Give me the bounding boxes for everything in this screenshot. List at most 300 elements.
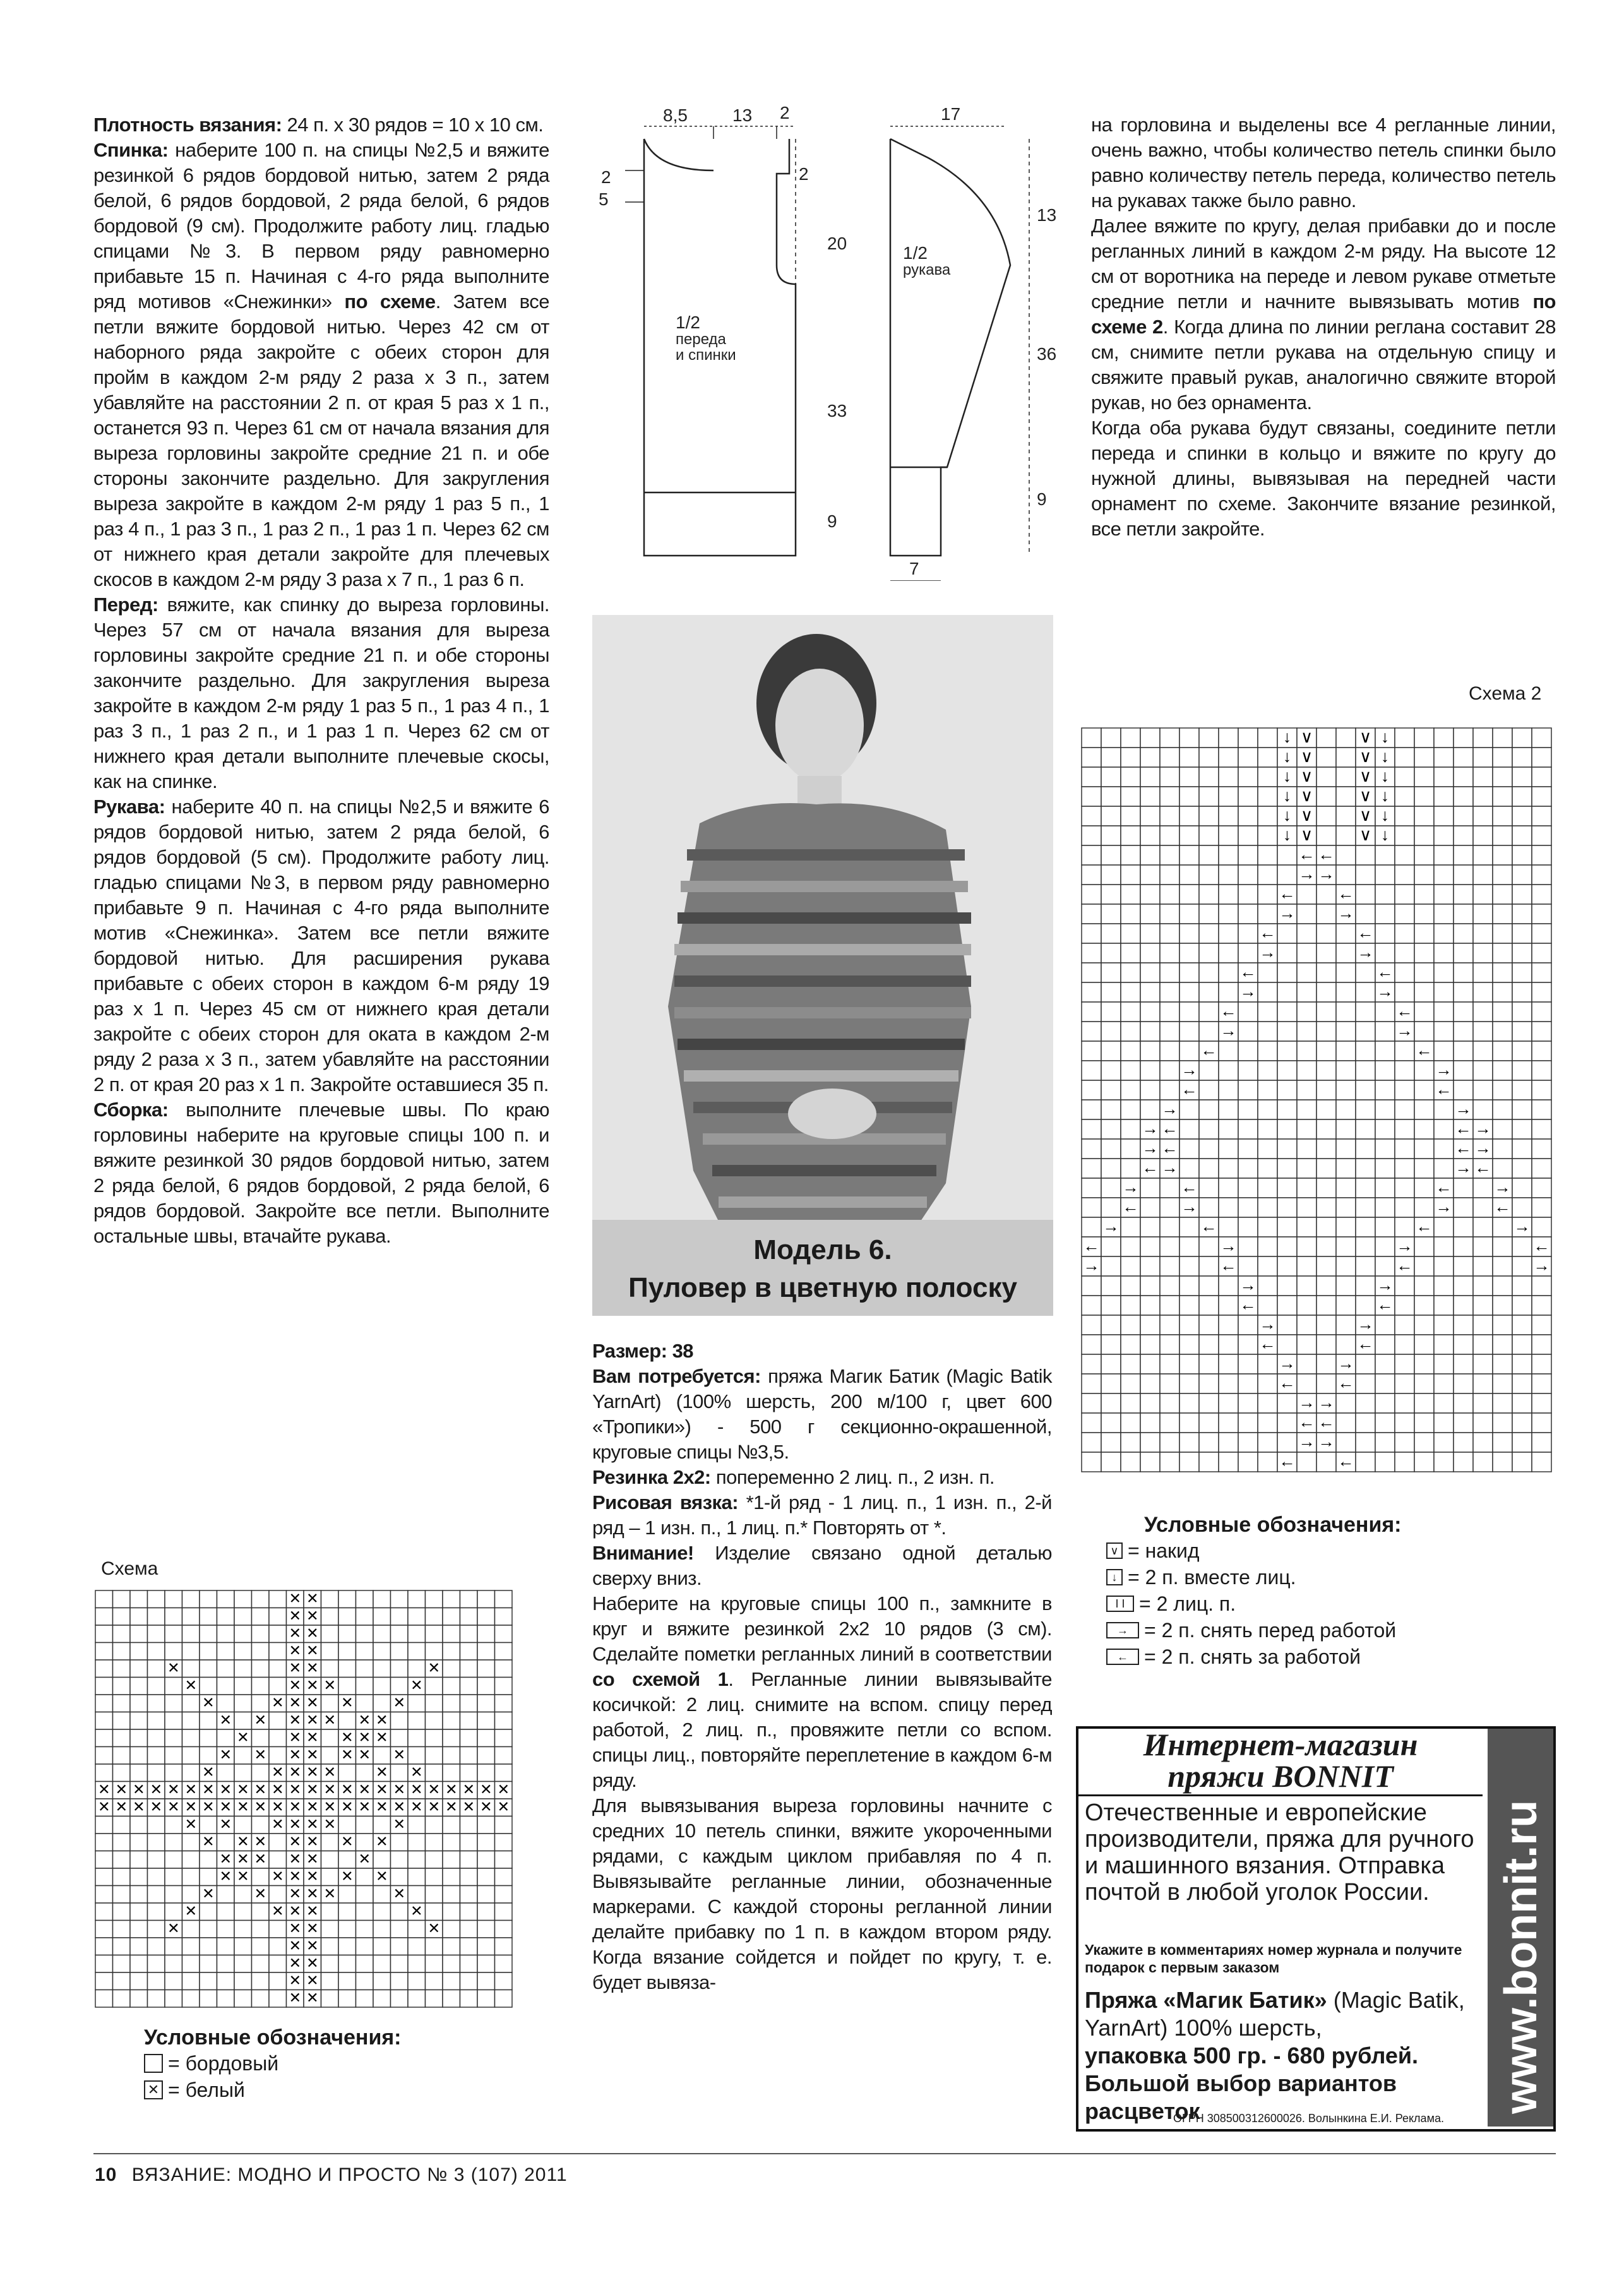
grid-cell: [426, 1868, 443, 1886]
grid-cell: [1414, 748, 1434, 767]
grid-cell: [1336, 1061, 1356, 1080]
grid-cell: [182, 1921, 200, 1938]
grid-cell: [113, 1747, 131, 1765]
grid-mark: ✕: [375, 1711, 388, 1728]
grid-cell: [1532, 1159, 1551, 1178]
grid-cell: [1395, 1198, 1414, 1217]
grid-cell: [1219, 1100, 1238, 1119]
grid-cell: [1121, 1159, 1140, 1178]
grid-mark: ∨: [1359, 825, 1372, 845]
grid-cell: [1317, 904, 1336, 924]
grid-cell: [426, 1712, 443, 1730]
grid-cell: [1512, 826, 1532, 845]
grid-cell: [356, 1643, 374, 1661]
grid-cell: [477, 1764, 495, 1782]
grid-cell: [426, 1695, 443, 1712]
grid-cell: [1493, 767, 1512, 787]
grid-mark: ✕: [306, 1815, 319, 1832]
grid-mark: ✕: [289, 1642, 302, 1659]
dim-2-top: 2: [780, 103, 790, 122]
grid-cell: [1454, 1335, 1473, 1354]
grid-cell: [95, 1955, 113, 1973]
grid-cell: [356, 1868, 374, 1886]
grid-cell: [1297, 1335, 1317, 1354]
grid-cell: [1375, 1159, 1395, 1178]
grid-cell: [1297, 1119, 1317, 1139]
grid-cell: [1140, 1061, 1160, 1080]
ad-note: Укажите в комментариях номер журнала и получите подарок с первым заказом: [1085, 1942, 1462, 1976]
grid-cell: [1375, 1041, 1395, 1061]
grid-mark: →: [1396, 1236, 1413, 1256]
grid-cell: [1199, 1276, 1219, 1296]
grid-cell: [1493, 885, 1512, 904]
grid-cell: [1532, 924, 1551, 943]
grid-cell: [356, 1938, 374, 1955]
size-line: Размер: 38: [592, 1340, 694, 1362]
right-text-column: [1091, 112, 1556, 542]
grid-cell: [1317, 1256, 1336, 1276]
grid-cell: [1473, 943, 1493, 963]
grid-cell: [1219, 728, 1238, 748]
grid-cell: [1493, 1296, 1512, 1315]
grid-cell: [321, 1938, 339, 1955]
grid-cell: [1121, 1393, 1140, 1413]
grid-cell: [1395, 787, 1414, 806]
grid-cell: [1101, 943, 1121, 963]
grid-cell: [495, 1590, 513, 1608]
grid-cell: [1414, 1002, 1434, 1022]
grid-cell: [269, 1747, 287, 1765]
grid-cell: [1473, 924, 1493, 943]
grid-cell: [1121, 748, 1140, 767]
grid-cell: [1199, 1178, 1219, 1198]
grid-cell: [1297, 1452, 1317, 1472]
grid-mark: →: [1533, 1256, 1550, 1275]
grid-mark: →: [1239, 982, 1257, 1001]
grid-cell: [460, 1903, 478, 1921]
grid-cell: [182, 1834, 200, 1851]
grid-cell: [1414, 826, 1434, 845]
grid-cell: [1258, 1452, 1277, 1472]
grid-cell: [1434, 1413, 1454, 1433]
grid-cell: [391, 1868, 409, 1886]
grid-cell: [1473, 728, 1493, 748]
grid-cell: [1082, 1413, 1101, 1433]
grid-mark: ✕: [219, 1781, 232, 1798]
grid-cell: [252, 1817, 270, 1834]
grid-cell: [1101, 1061, 1121, 1080]
grid-cell: [113, 1608, 131, 1626]
grid-cell: [408, 1938, 426, 1955]
grid-cell: [1277, 924, 1297, 943]
grid-cell: [1179, 1217, 1199, 1237]
grid-cell: [1219, 1433, 1238, 1452]
grid-mark: ←: [1455, 1119, 1472, 1138]
grid-cell: [1258, 1433, 1277, 1452]
grid-cell: [1160, 1276, 1179, 1296]
grid-cell: [1493, 1002, 1512, 1022]
grid-mark: →: [1494, 1178, 1511, 1197]
grid-mark: ✕: [462, 1781, 475, 1798]
grid-cell: [1082, 1100, 1101, 1119]
grid-cell: [234, 1625, 252, 1643]
grid-mark: ✕: [358, 1798, 371, 1815]
grid-cell: [338, 1712, 356, 1730]
grid-cell: [1238, 1041, 1258, 1061]
grid-cell: [1532, 1061, 1551, 1080]
grid-cell: [1238, 1100, 1258, 1119]
grid-cell: [1473, 767, 1493, 787]
grid-cell: [1356, 1296, 1375, 1315]
grid-mark: ←: [1318, 1412, 1335, 1432]
dim-13: 13: [732, 105, 753, 125]
grid-cell: [1160, 1178, 1179, 1198]
grid-mark: ✕: [219, 1746, 232, 1763]
grid-cell: [1277, 865, 1297, 885]
grid-mark: →: [1376, 982, 1394, 1001]
grid-cell: [1395, 728, 1414, 748]
grid-cell: [1297, 1022, 1317, 1041]
grid-cell: [356, 1608, 374, 1626]
grid-cell: [391, 1990, 409, 2008]
grid-mark: →: [1357, 1315, 1374, 1334]
grid-cell: [1258, 1198, 1277, 1217]
grid-mark: ←: [1122, 1197, 1139, 1217]
grid-cell: [1473, 982, 1493, 1002]
grid-cell: [373, 1590, 391, 1608]
grid-cell: [1454, 1041, 1473, 1061]
grid-cell: [1160, 885, 1179, 904]
grid-cell: [1101, 748, 1121, 767]
grid-cell: [1219, 1315, 1238, 1335]
grid-mark: ←: [1279, 1452, 1296, 1471]
grid-cell: [1414, 1100, 1434, 1119]
grid-mark: ✕: [254, 1885, 267, 1902]
grid-cell: [130, 1590, 148, 1608]
grid-cell: [408, 1990, 426, 2008]
grid-cell: [1199, 1413, 1219, 1433]
grid-cell: [234, 1903, 252, 1921]
grid-cell: [1454, 1061, 1473, 1080]
grid-cell: [1258, 885, 1277, 904]
grid-cell: [1121, 1002, 1140, 1022]
grid-mark: ✕: [358, 1781, 371, 1798]
grid-cell: [1395, 1296, 1414, 1315]
grid-cell: [1140, 865, 1160, 885]
grid-cell: [1434, 982, 1454, 1002]
grid-mark: ✕: [289, 1850, 302, 1867]
grid-cell: [1082, 1041, 1101, 1061]
grid-cell: [495, 1660, 513, 1678]
grid-cell: [1160, 865, 1179, 885]
grid-cell: [1258, 787, 1277, 806]
grid-cell: [495, 1729, 513, 1747]
schema1-chart: [95, 1590, 518, 2025]
grid-mark: ✕: [306, 1954, 319, 1971]
grid-cell: [1317, 1022, 1336, 1041]
grid-cell: [1336, 1119, 1356, 1139]
sleeve-label-2: рукава: [903, 261, 951, 278]
grid-cell: [182, 1938, 200, 1955]
grid-cell: [1219, 1374, 1238, 1393]
grid-cell: [1101, 826, 1121, 845]
grid-mark: ✕: [254, 1781, 267, 1798]
grid-cell: [443, 1747, 460, 1765]
grid-cell: [1219, 924, 1238, 943]
grid-mark: ←: [1376, 1295, 1394, 1315]
legend-k2tog: ↓ = 2 п. вместе лиц.: [1106, 1564, 1402, 1590]
grid-cell: [1414, 1178, 1434, 1198]
grid-mark: →: [1298, 1393, 1315, 1412]
grid-cell: [373, 1608, 391, 1626]
grid-cell: [1512, 1119, 1532, 1139]
grid-mark: ✕: [201, 1781, 215, 1798]
grid-cell: [1454, 943, 1473, 963]
grid-cell: [1493, 1080, 1512, 1100]
grid-cell: [1140, 787, 1160, 806]
grid-cell: [460, 1678, 478, 1695]
grid-cell: [234, 1955, 252, 1973]
grid-cell: [95, 1921, 113, 1938]
grid-cell: [1277, 1178, 1297, 1198]
grid-cell: [1356, 1139, 1375, 1159]
grid-cell: [1277, 845, 1297, 865]
grid-cell: [1512, 748, 1532, 767]
grid-cell: [477, 1834, 495, 1851]
grid-cell: [1532, 1139, 1551, 1159]
grid-cell: [495, 1695, 513, 1712]
grid-cell: [1238, 885, 1258, 904]
grid-cell: [1258, 826, 1277, 845]
grid-cell: [1336, 1198, 1356, 1217]
grid-cell: [130, 1660, 148, 1678]
grid-cell: [1493, 1237, 1512, 1256]
grid-cell: [321, 1729, 339, 1747]
grid-cell: [1434, 748, 1454, 767]
grid-cell: [269, 1590, 287, 1608]
grid-cell: [113, 1625, 131, 1643]
grid-cell: [1414, 1452, 1434, 1472]
grid-cell: [1082, 1452, 1101, 1472]
grid-cell: [321, 1990, 339, 2008]
grid-cell: [1179, 865, 1199, 885]
grid-mark: →: [1239, 1275, 1257, 1295]
grid-cell: [1121, 1119, 1140, 1139]
grid-cell: [426, 1590, 443, 1608]
grid-cell: [165, 1590, 182, 1608]
grid-cell: [1473, 1276, 1493, 1296]
grid-cell: [495, 1712, 513, 1730]
grid-cell: [1473, 1002, 1493, 1022]
grid-cell: [1160, 1374, 1179, 1393]
grid-cell: [477, 1990, 495, 2008]
grid-cell: [1160, 1413, 1179, 1433]
grid-cell: [1493, 1022, 1512, 1041]
grid-cell: [1238, 826, 1258, 845]
grid-cell: [1512, 1178, 1532, 1198]
grid-cell: [1179, 728, 1199, 748]
grid-cell: [1160, 1335, 1179, 1354]
grid-cell: [1160, 1080, 1179, 1100]
grid-mark: ✕: [184, 1815, 198, 1832]
grid-mark: →: [1376, 1275, 1394, 1295]
grid-cell: [1297, 1276, 1317, 1296]
grid-cell: [1532, 963, 1551, 982]
grid-cell: [1082, 787, 1101, 806]
grid-cell: [426, 1817, 443, 1834]
dim-2-left: 2: [601, 167, 611, 187]
grid-cell: [113, 1851, 131, 1869]
grid-cell: [1082, 1315, 1101, 1335]
grid-cell: [1454, 1393, 1473, 1413]
grid-cell: [391, 1660, 409, 1678]
grid-cell: [1258, 1041, 1277, 1061]
grid-cell: [1473, 1198, 1493, 1217]
grid-cell: [1356, 1080, 1375, 1100]
grid-cell: [165, 1678, 182, 1695]
grid-cell: [269, 1678, 287, 1695]
grid-cell: [1336, 1178, 1356, 1198]
grid-cell: [234, 1886, 252, 1904]
grid-cell: [1336, 1393, 1356, 1413]
grid-cell: [1219, 1354, 1238, 1374]
grid-mark: ✕: [323, 1711, 337, 1728]
grid-cell: [1493, 1217, 1512, 1237]
grid-cell: [1356, 1256, 1375, 1276]
grid-cell: [1258, 1374, 1277, 1393]
grid-mark: →: [1455, 1099, 1472, 1119]
grid-cell: [1238, 845, 1258, 865]
grid-cell: [1434, 845, 1454, 865]
grid-cell: [321, 1643, 339, 1661]
grid-cell: [1258, 1256, 1277, 1276]
grid-cell: [1414, 1080, 1434, 1100]
grid-cell: [443, 1972, 460, 1990]
grid-cell: [1395, 982, 1414, 1002]
grid-cell: [1493, 1159, 1512, 1178]
grid-cell: [356, 1764, 374, 1782]
grid-cell: [234, 1608, 252, 1626]
grid-cell: [1258, 806, 1277, 826]
grid-cell: [217, 1608, 235, 1626]
grid-cell: [1258, 1022, 1277, 1041]
grid-cell: [1434, 1393, 1454, 1413]
grid-mark: ✕: [358, 1729, 371, 1746]
grid-cell: [1140, 1237, 1160, 1256]
grid-cell: [1219, 1335, 1238, 1354]
grid-cell: [1219, 963, 1238, 982]
grid-cell: [1356, 1413, 1375, 1433]
grid-cell: [1140, 904, 1160, 924]
grid-mark: ✕: [306, 1833, 319, 1850]
grid-mark: ✕: [289, 1659, 302, 1676]
grid-cell: [460, 1608, 478, 1626]
grid-mark: →: [1122, 1178, 1139, 1197]
grid-cell: [1121, 728, 1140, 748]
grid-mark: ←: [1220, 1256, 1237, 1275]
grid-cell: [1395, 1100, 1414, 1119]
grid-cell: [1493, 1315, 1512, 1335]
grid-cell: [1317, 1119, 1336, 1139]
grid-mark: →: [1474, 1119, 1491, 1138]
grid-cell: [1179, 1237, 1199, 1256]
paragraph-density: Плотность вязания: 24 п. х 30 рядов = 10 х 10 см.: [93, 114, 544, 136]
grid-mark: ←: [1239, 962, 1257, 982]
grid-cell: [1179, 826, 1199, 845]
grid-cell: [356, 1886, 374, 1904]
grid-cell: [200, 1955, 217, 1973]
grid-cell: [1336, 1080, 1356, 1100]
grid-cell: [1121, 963, 1140, 982]
grid-cell: [1336, 1139, 1356, 1159]
grid-cell: [1238, 1178, 1258, 1198]
grid-cell: [338, 1886, 356, 1904]
grid-cell: [1317, 767, 1336, 787]
grid-cell: [426, 1747, 443, 1765]
grid-cell: [165, 1834, 182, 1851]
grid-mark: →: [1435, 1060, 1452, 1080]
grid-mark: ✕: [184, 1676, 198, 1693]
front-back-label-3: и спинки: [676, 347, 736, 364]
grid-cell: [148, 1972, 165, 1990]
dim-33: 33: [827, 401, 847, 421]
grid-cell: [1140, 1354, 1160, 1374]
grid-cell: [460, 1990, 478, 2008]
grid-cell: [1121, 982, 1140, 1002]
grid-cell: [477, 1938, 495, 1955]
grid-cell: [391, 1938, 409, 1955]
grid-cell: [1219, 806, 1238, 826]
grid-cell: [269, 1921, 287, 1938]
grid-cell: [460, 1851, 478, 1869]
grid-cell: [217, 1660, 235, 1678]
grid-cell: [1454, 1178, 1473, 1198]
grid-cell: [252, 1678, 270, 1695]
grid-cell: [1199, 943, 1219, 963]
grid-cell: [1395, 806, 1414, 826]
ad-legal: ОГРН 308500312600026. Волынкина Е.И. Реклама.: [1173, 2112, 1444, 2125]
grid-cell: [1532, 1393, 1551, 1413]
grid-cell: [391, 1608, 409, 1626]
grid-cell: [1140, 728, 1160, 748]
grid-cell: [1395, 1041, 1414, 1061]
grid-cell: [1179, 1393, 1199, 1413]
grid-cell: [182, 1764, 200, 1782]
grid-mark: ←: [1279, 884, 1296, 904]
grid-mark: ↓: [1282, 767, 1292, 786]
grid-cell: [1395, 1080, 1414, 1100]
grid-mark: ✕: [271, 1868, 284, 1885]
grid-mark: ✕: [150, 1781, 163, 1798]
grid-cell: [1160, 1393, 1179, 1413]
grid-cell: [217, 1729, 235, 1747]
grid-mark: ←: [1239, 1295, 1257, 1315]
grid-cell: [1258, 1002, 1277, 1022]
grid-cell: [1414, 1393, 1434, 1413]
paragraph-finish: Когда оба рукава будут связаны, соедините петли переда и спинки в кольцо и вяжите по кругу до нужной длины, вывязывая на передней части орнамент по схеме. Закончите вязание резинкой, все петли закройте.: [1091, 417, 1556, 540]
grid-cell: [1434, 1139, 1454, 1159]
grid-cell: [1238, 1080, 1258, 1100]
grid-cell: [1199, 885, 1219, 904]
grid-mark: ←: [1494, 1197, 1511, 1217]
grid-mark: ✕: [271, 1781, 284, 1798]
grid-mark: ✕: [340, 1833, 354, 1850]
grid-cell: [1140, 1393, 1160, 1413]
ad-url-strip: www.bonnit.ru: [1488, 1729, 1553, 2127]
grid-mark: ✕: [445, 1798, 458, 1815]
grid-cell: [1140, 1452, 1160, 1472]
grid-mark: →: [1161, 1099, 1178, 1119]
